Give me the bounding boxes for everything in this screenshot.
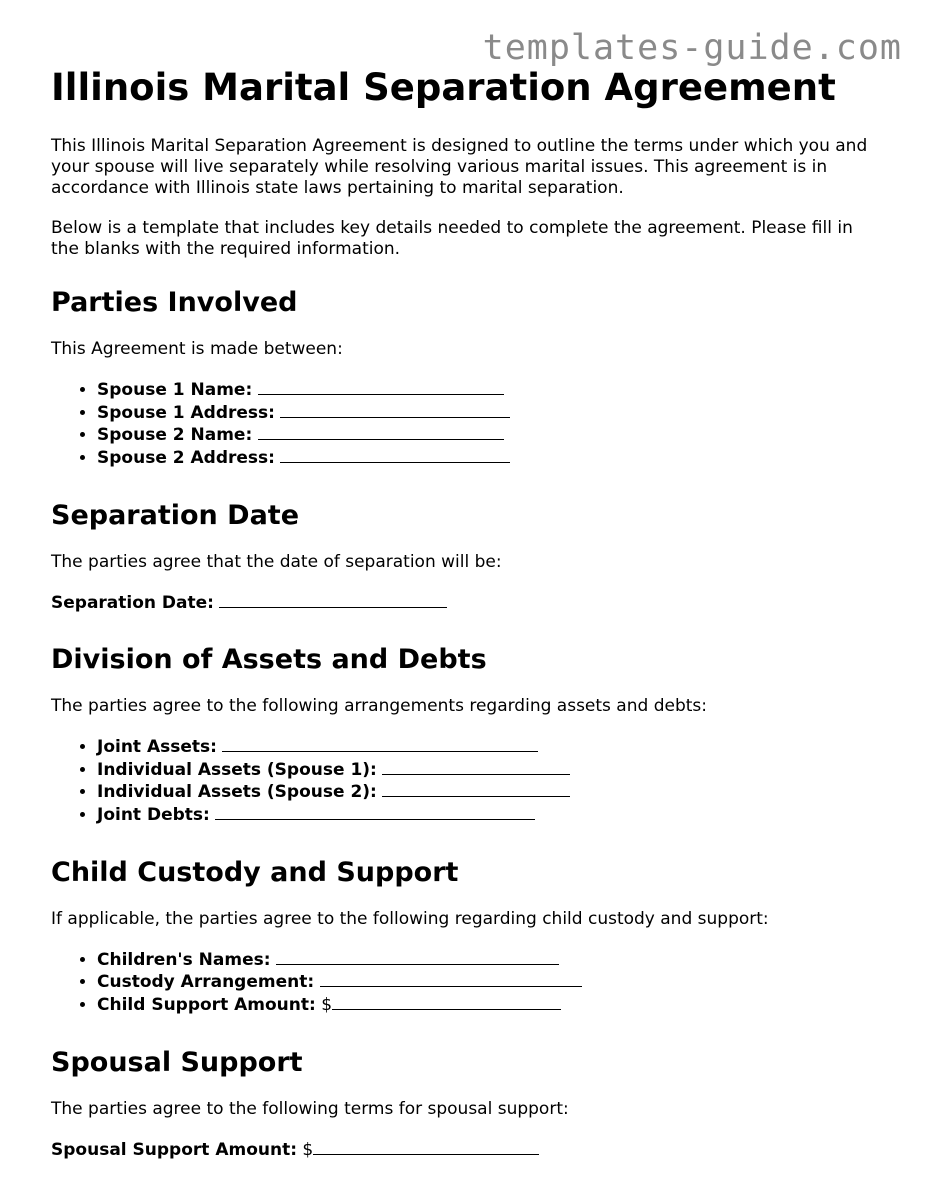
list-item bbox=[97, 949, 881, 972]
list-item bbox=[97, 804, 881, 827]
list-item bbox=[97, 424, 881, 447]
field-label: Individual Assets (Spouse 2): bbox=[97, 782, 377, 803]
field-label: Custody Arrangement: bbox=[97, 972, 315, 993]
spousal-amount-line bbox=[51, 1139, 881, 1161]
spousal-text: The parties agree to the following terms for spousal support: bbox=[51, 1098, 569, 1119]
parties-text: This Agreement is made between: bbox=[51, 339, 343, 359]
spouse1-address-field[interactable] bbox=[280, 402, 510, 418]
currency-prefix: $ bbox=[302, 1139, 314, 1160]
watermark: templates-guide.com bbox=[482, 28, 902, 68]
child-support-amount-field[interactable] bbox=[332, 994, 561, 1010]
childrens-names-field[interactable] bbox=[276, 949, 559, 965]
field-label: Spouse 2 Address: bbox=[97, 448, 275, 469]
individual-assets-spouse2-field[interactable] bbox=[382, 781, 570, 797]
custody-arrangement-field[interactable] bbox=[320, 971, 582, 987]
individual-assets-spouse1-field[interactable] bbox=[382, 759, 570, 775]
list-item bbox=[97, 402, 881, 425]
list-item bbox=[97, 971, 881, 994]
field-label: Child Support Amount: bbox=[97, 995, 316, 1016]
document-page bbox=[51, 66, 881, 1180]
spouse2-name-field[interactable] bbox=[258, 424, 504, 440]
list-item bbox=[97, 736, 881, 759]
currency-prefix: $ bbox=[321, 995, 333, 1016]
intro-paragraph-1: This Illinois Marital Separation Agreement is designed to outline the terms under which you and your spouse will live separately while resolving various marital issues. This agreement is in accordance with Illinois state laws pertaining to marital separation. bbox=[51, 136, 868, 198]
field-label: Joint Debts: bbox=[97, 804, 210, 825]
spouse1-name-field[interactable] bbox=[258, 379, 504, 395]
spouse2-address-field[interactable] bbox=[280, 447, 510, 463]
field-label: Spouse 2 Name: bbox=[97, 425, 253, 446]
field-label: Separation Date: bbox=[51, 592, 214, 613]
joint-assets-field[interactable] bbox=[222, 736, 538, 752]
spousal-support-amount-field[interactable] bbox=[313, 1139, 539, 1155]
section-heading-spousal: Spousal Support bbox=[51, 1046, 303, 1078]
field-label: Spouse 1 Address: bbox=[97, 402, 275, 423]
field-label: Individual Assets (Spouse 1): bbox=[97, 759, 377, 780]
separation-date-line bbox=[51, 592, 881, 614]
list-item bbox=[97, 379, 881, 402]
section-heading-parties: Parties Involved bbox=[51, 287, 298, 318]
joint-debts-field[interactable] bbox=[215, 804, 535, 820]
intro-paragraph-2: Below is a template that includes key details needed to complete the agreement. Please fill in the blanks with the required information. bbox=[51, 218, 853, 259]
field-label: Spouse 1 Name: bbox=[97, 380, 253, 400]
field-label: Joint Assets: bbox=[97, 736, 217, 757]
list-item bbox=[97, 781, 881, 804]
separation-date-field[interactable] bbox=[219, 592, 447, 608]
separation-text: The parties agree that the date of separation will be: bbox=[51, 551, 502, 572]
parties-list bbox=[51, 379, 881, 470]
custody-list bbox=[51, 949, 881, 1017]
list-item bbox=[97, 447, 881, 470]
list-item bbox=[97, 759, 881, 782]
section-heading-custody: Child Custody and Support bbox=[51, 856, 459, 888]
page-title: Illinois Marital Separation Agreement bbox=[51, 66, 836, 109]
section-heading-separation: Separation Date bbox=[51, 499, 300, 531]
list-item bbox=[97, 994, 881, 1017]
assets-text: The parties agree to the following arrangements regarding assets and debts: bbox=[51, 695, 707, 716]
field-label: Spousal Support Amount: bbox=[51, 1139, 298, 1160]
custody-text: If applicable, the parties agree to the following regarding child custody and support: bbox=[51, 908, 769, 929]
section-heading-assets: Division of Assets and Debts bbox=[51, 643, 487, 675]
assets-list bbox=[51, 736, 881, 827]
field-label: Children's Names: bbox=[97, 949, 271, 970]
